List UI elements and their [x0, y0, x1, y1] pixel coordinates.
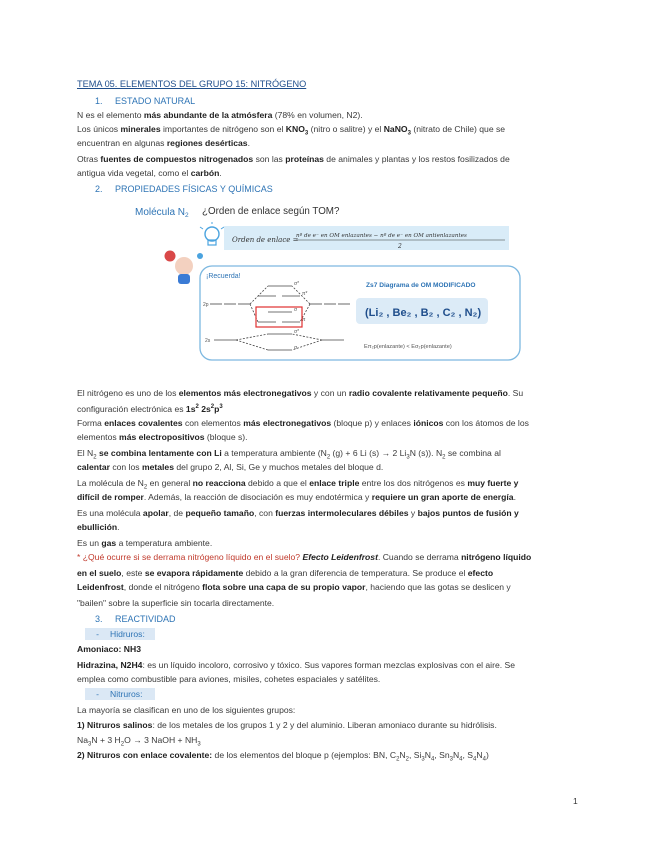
- mo-label-sigma-2p: σ: [294, 307, 298, 313]
- paragraph-line: El nitrógeno es uno de los elementos más electronegativos y con un radio covalente relativamente pequeño. Su: [77, 388, 524, 398]
- paragraph-line: N es el elemento más abundante de la atmósfera (78% en volumen, N2).: [77, 110, 363, 120]
- paragraph-line: ebullición.: [77, 522, 120, 532]
- paragraph-line: configuración electrónica es $1s^2$ $2s^2p^3$: [77, 403, 223, 414]
- paragraph-line: Leidenfrost, donde el nitrógeno flota sobre una capa de su propio vapor, haciendo que las gotas se deslicen y: [77, 582, 511, 592]
- paragraph-line: difícil de romper. Además, la reacción de disociación es muy endotérmica y requiere un gran aporte de energía.: [77, 492, 516, 502]
- mo-label-sigma-star-2s: σ*: [294, 329, 300, 335]
- section-heading-estado-natural: 1. ESTADO NATURAL: [95, 96, 196, 106]
- paragraph-line: El $N_2$ se combina lentamente con Li a temperatura ambiente ($N_2$ (g) + 6 Li (s) → 2 $Li_3N$ (s)). $N_2$ se combina al: [77, 448, 501, 461]
- section-heading-reactividad: 3. REACTIVIDAD: [95, 614, 176, 624]
- cartoon-character-icon: [165, 251, 204, 285]
- mo-label-sigma-2s: σ: [294, 345, 298, 351]
- paragraph-line: Es un gas a temperatura ambiente.: [77, 538, 213, 548]
- formula-lhs: Orden de enlace =: [232, 236, 299, 244]
- diagram-molecules: (Li₂ , Be₂ , B₂ , C₂ , N₂): [365, 307, 482, 319]
- recuerda-label: ¡Recuerda!: [206, 273, 241, 280]
- paragraph-line: La molécula de $N_2$ en general no reacciona debido a que el enlace triple entre los dos nitrógenos es muy fuerte y: [77, 478, 519, 491]
- question-text: ¿Orden de enlace según TOM?: [202, 206, 340, 217]
- paragraph-line: elementos más electropositivos (bloque s).: [77, 432, 248, 442]
- paragraph-line: 2) Nitruros con enlace covalente: de los elementos del bloque p (ejemplos: BN, $C_2N_2$, $Si_3N_4$, $Sn_3N_4$, $S_4N_4$): [77, 750, 489, 763]
- paragraph-line: "bailen" sobre la superficie sin tocarla directamente.: [77, 598, 275, 608]
- paragraph-line: Forma enlaces covalentes con elementos más electronegativos (bloque p) y enlaces iónicos con los átomos de los: [77, 418, 529, 428]
- diagram-title: Zs7 Diagrama de OM MODIFICADO: [366, 282, 476, 289]
- formula-numerator: nº de e⁻ en OM enlazantes − nº de e⁻ en OM antienlazantes: [296, 233, 467, 239]
- page-number: 1: [573, 796, 578, 806]
- paragraph-line: Hidrazina, N2H4: es un líquido incoloro, corrosivo y tóxico. Sus vapores forman mezclas explosivas con el aire. Se: [77, 660, 516, 670]
- mo-label-pi-2p: π: [302, 317, 306, 323]
- paragraph-line: 1) Nitruros salinos: de los metales de los grupos 1 y 2 y del aluminio. Liberan amoniaco durante su hidrólisis.: [77, 720, 497, 730]
- mo-label-sigma-star-2p: σ*: [294, 281, 300, 287]
- paragraph-line: Amoniaco: NH3: [77, 644, 141, 654]
- formula-denominator: 2: [398, 243, 402, 250]
- paragraph-line: emplea como combustible para aviones, misiles, cohetes espaciales y satélites.: [77, 674, 381, 684]
- paragraph-line: Los únicos minerales importantes de nitrógeno son el $KNO_3$ (nitro o salitre) y el NaNO$_3$ (nitrato de Chile) que se: [77, 124, 506, 137]
- ao-label-2p: 2p: [203, 302, 209, 308]
- document-title: TEMA 05. ELEMENTOS DEL GRUPO 15: NITRÓGENO: [77, 79, 307, 89]
- subheading-nitruros: - Nitruros:: [85, 688, 155, 700]
- paragraph-line: $Na_3N + 3$ $H_2O \to 3$ NaOH + $NH_3$: [77, 735, 201, 748]
- paragraph-line: Es una molécula apolar, de pequeño tamaño, con fuerzas intermoleculares débiles y bajos puntos de fusión y: [77, 508, 519, 518]
- paragraph-line: en el suelo, este se evapora rápidamente debido a la gran diferencia de temperatura. Se produce el efecto: [77, 568, 494, 578]
- paragraph-line: calentar con los metales del grupo 2, Al, Si, Ge y muchos metales del bloque d.: [77, 462, 384, 472]
- section-heading-propiedades: 2. PROPIEDADES FÍSICAS Y QUÍMICAS: [95, 184, 273, 194]
- energy-note: Eπ₂p(enlazante) < Eσ₂p(enlazante): [364, 344, 452, 350]
- molecule-label: Molécula $N_2$: [135, 207, 189, 219]
- mo-label-pi-star-2p: π*: [302, 291, 308, 297]
- subheading-hidruros: - Hidruros:: [85, 628, 155, 640]
- paragraph-line: * ¿Qué ocurre si se derrama nitrógeno líquido en el suelo? Efecto Leidenfrost. Cuando se derrama nitrógeno líquido: [77, 552, 532, 562]
- paragraph-line: encuentran en algunas regiones desérticas.: [77, 138, 250, 148]
- lightbulb-icon: [200, 222, 224, 245]
- paragraph-line: La mayoría se clasifican en uno de los siguientes grupos:: [77, 705, 296, 715]
- paragraph-line: Otras fuentes de compuestos nitrogenados son las proteínas de animales y plantas y los restos fosilizados de: [77, 154, 510, 164]
- paragraph-line: antigua vida vegetal, como el carbón.: [77, 168, 222, 178]
- ao-label-2s: 2s: [205, 338, 211, 344]
